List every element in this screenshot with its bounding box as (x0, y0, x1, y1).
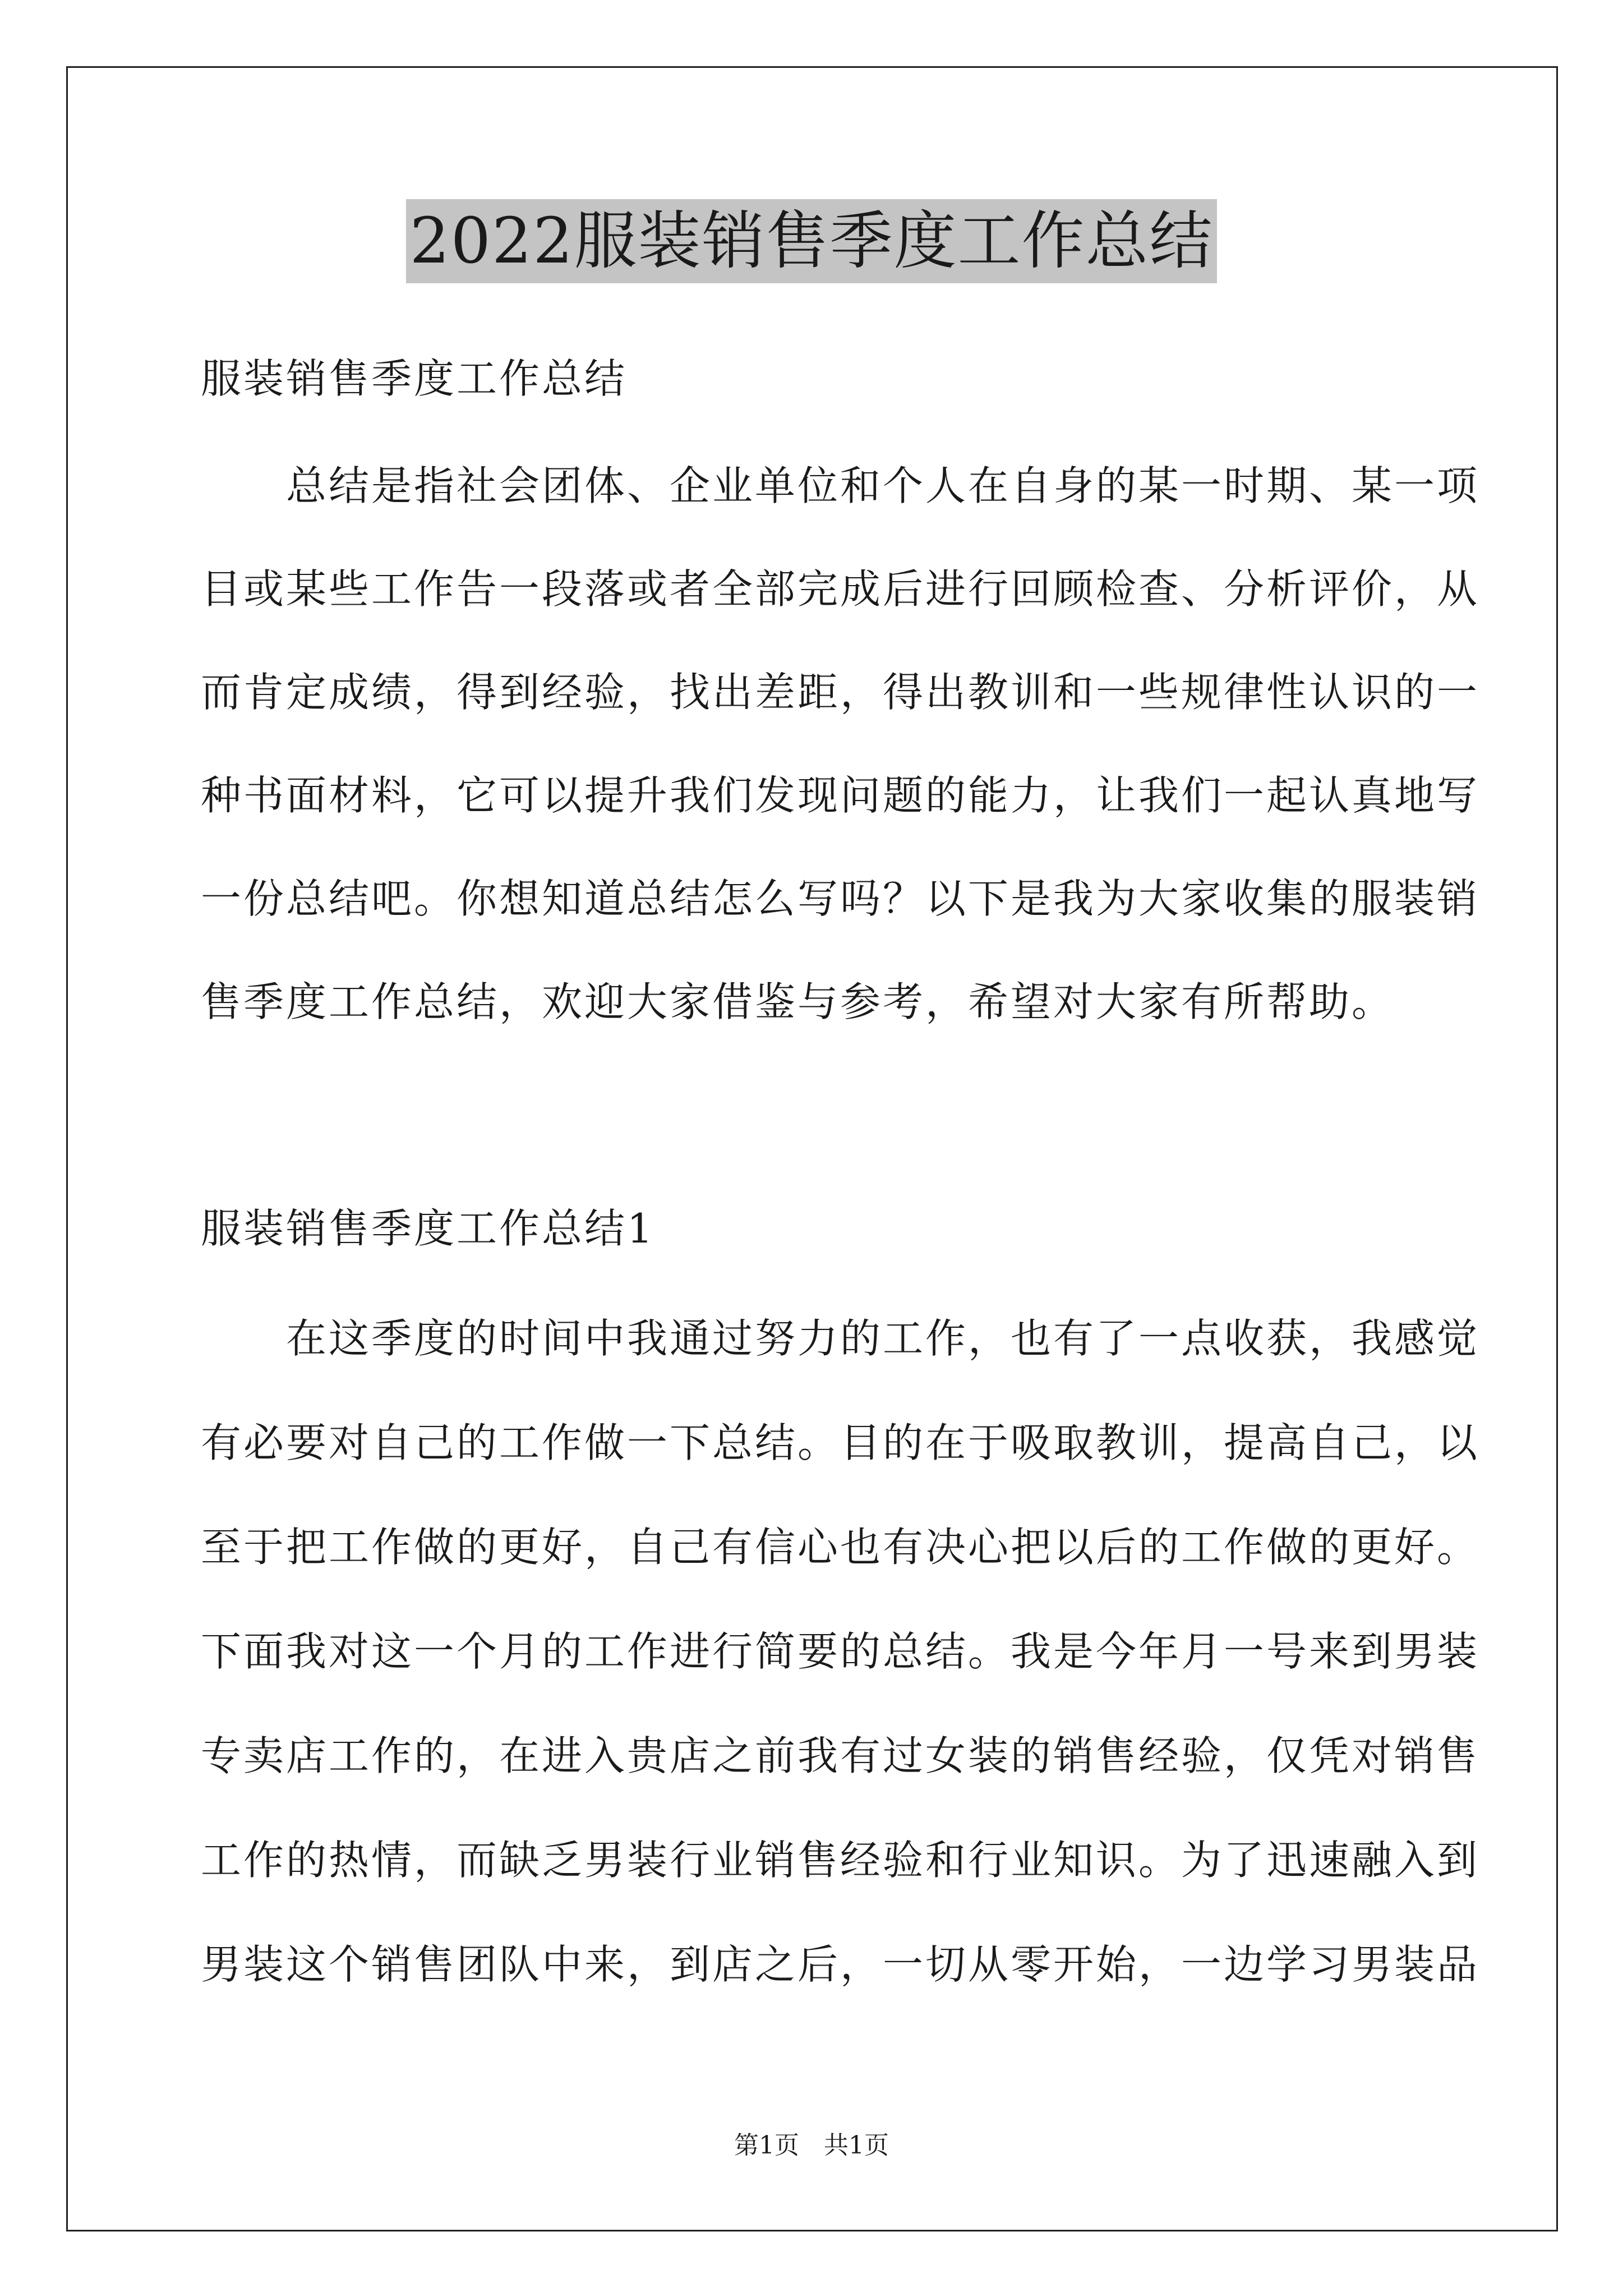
intro-line: 售季度工作总结，欢迎大家借鉴与参考，希望对大家有所帮助。 (201, 978, 1395, 1025)
document-title: 2022服装销售季度工作总结 (406, 199, 1216, 283)
section-heading: 服装销售季度工作总结1 (201, 1205, 655, 1252)
intro-line: 总结是指社会团体、企业单位和个人在自身的某一时期、某一项 (201, 462, 1480, 509)
intro-line: 而肯定成绩，得到经验，找出差距，得出教训和一些规律性认识的一 (201, 669, 1480, 716)
section-line: 工作的热情，而缺乏男装行业销售经验和行业知识。为了迅速融入到 (201, 1837, 1480, 1884)
title-area (0, 199, 1623, 283)
document-subtitle: 服装销售季度工作总结 (201, 355, 628, 402)
intro-paragraph (201, 460, 1480, 1028)
intro-line: 一份总结吧。你想知道总结怎么写吗？以下是我为大家收集的服装销 (201, 875, 1480, 922)
section-line: 有必要对自己的工作做一下总结。目的在于吸取教训，提高自己，以 (201, 1419, 1480, 1466)
section-line: 下面我对这一个月的工作进行简要的总结。我是今年月一号来到男装 (201, 1628, 1480, 1675)
section-line: 专卖店工作的，在进入贵店之前我有过女装的销售经验，仅凭对销售 (201, 1732, 1480, 1779)
intro-line: 目或某些工作告一段落或者全部完成后进行回顾检查、分析评价，从 (201, 565, 1480, 613)
intro-line: 种书面材料，它可以提升我们发现问题的能力，让我们一起认真地写 (201, 772, 1480, 819)
section-line: 在这季度的时间中我通过努力的工作，也有了一点收获，我感觉 (201, 1315, 1480, 1362)
section-heading-block (201, 1203, 1435, 1254)
section-line: 至于把工作做的更好，自己有信心也有决心把以后的工作做的更好。 (201, 1524, 1480, 1571)
subtitle-block (201, 353, 1435, 404)
section-paragraph (201, 1313, 1480, 1990)
page-footer: 第1页 共1页 (734, 2131, 889, 2160)
section-line: 男装这个销售团队中来，到店之后，一切从零开始，一边学习男装品 (201, 1941, 1480, 1988)
